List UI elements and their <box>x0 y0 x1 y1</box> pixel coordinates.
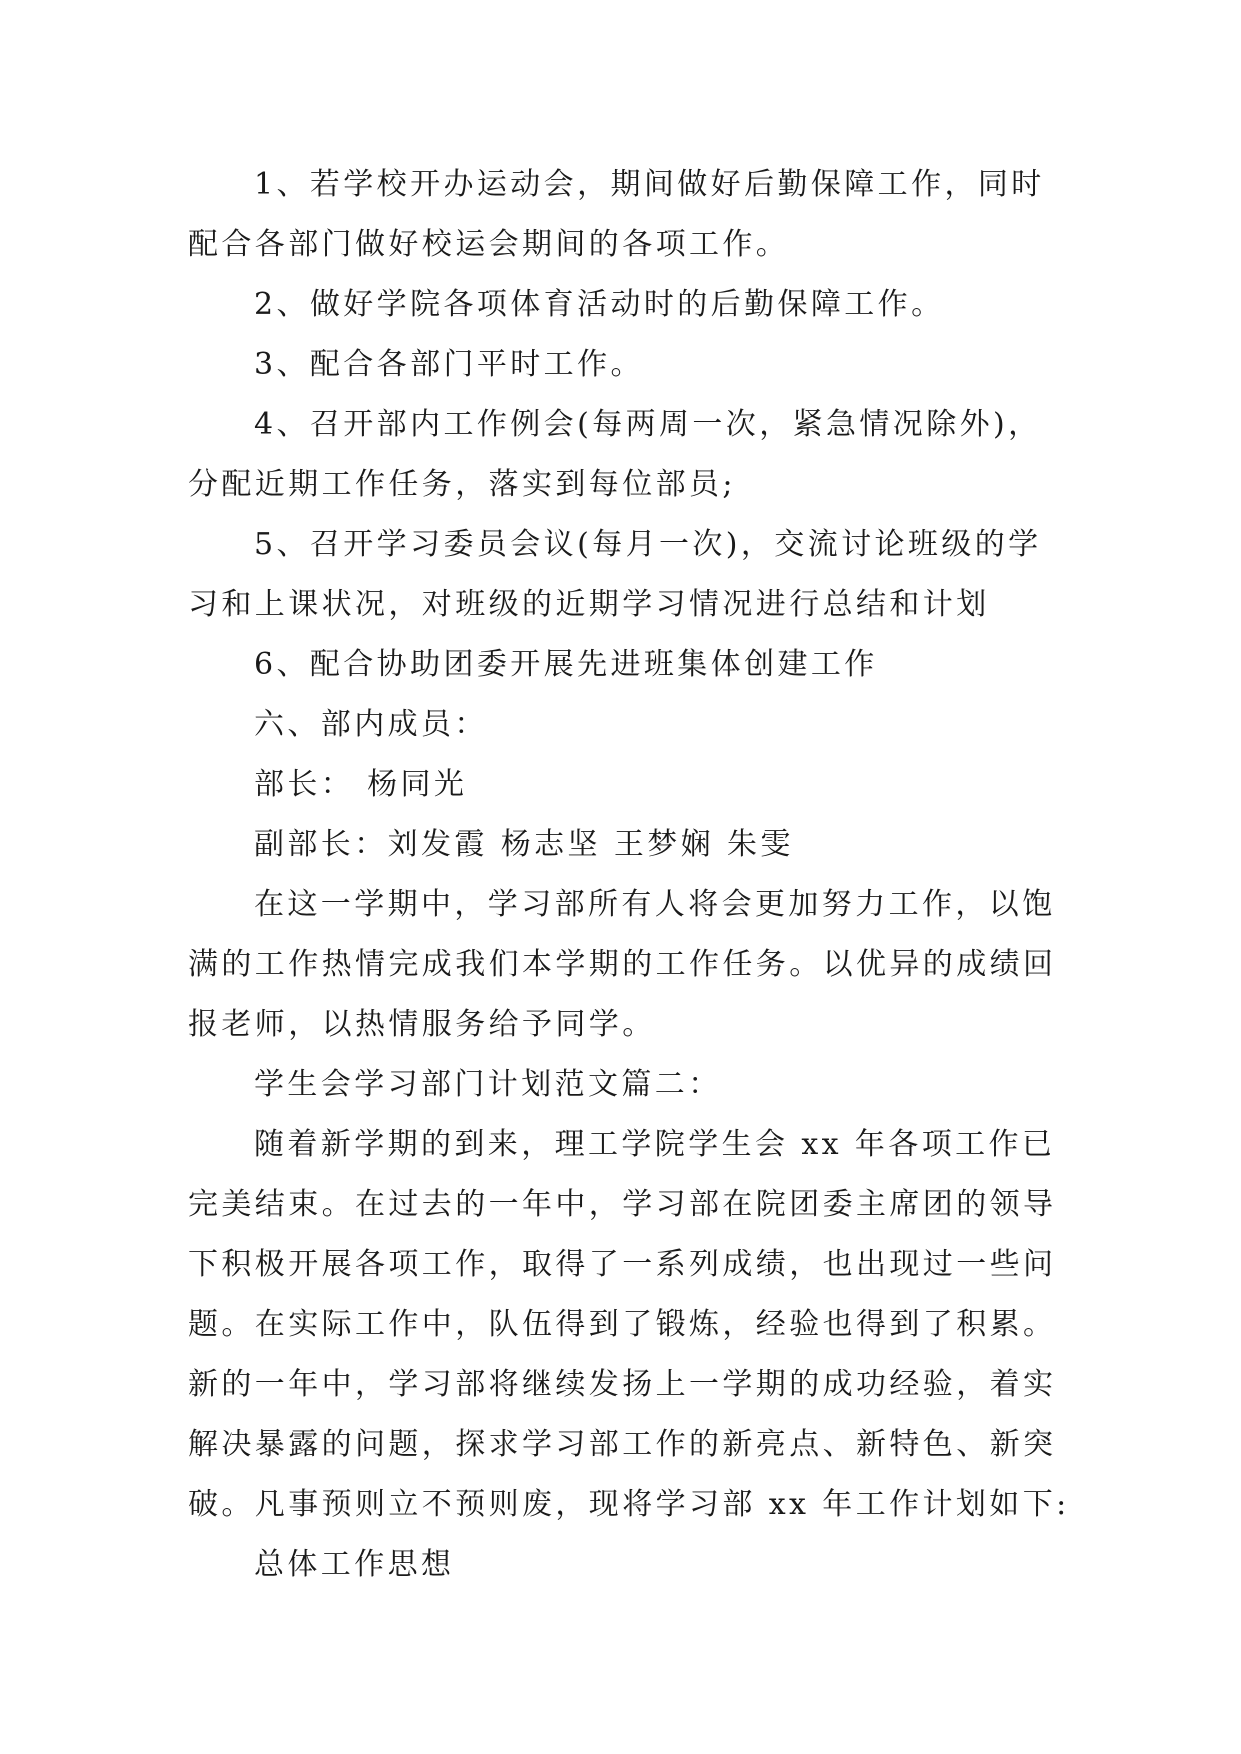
text-line: 下积极开展各项工作，取得了一系列成绩，也出现过一些问 <box>188 1247 1057 1282</box>
text-line: 4、召开部内工作例会(每两周一次，紧急情况除外)， <box>254 407 1042 442</box>
text-line: 题。在实际工作中，队伍得到了锻炼，经验也得到了积累。 <box>188 1307 1057 1342</box>
text-line: 完美结束。在过去的一年中，学习部在院团委主席团的领导 <box>188 1187 1057 1222</box>
text-line: 2、做好学院各项体育活动时的后勤保障工作。 <box>254 287 945 322</box>
text-line: 部长： 杨同光 <box>254 767 468 802</box>
text-line: 6、配合协助团委开展先进班集体创建工作 <box>254 647 878 682</box>
text-line: 习和上课状况，对班级的近期学习情况进行总结和计划 <box>188 587 990 622</box>
text-line: 分配近期工作任务，落实到每位部员; <box>188 467 736 502</box>
section-heading: 学生会学习部门计划范文篇二： <box>254 1067 722 1102</box>
text-line: 5、召开学习委员会议(每月一次)，交流讨论班级的学 <box>254 527 1042 562</box>
text-line: 在这一学期中，学习部所有人将会更加努力工作，以饱 <box>254 887 1056 922</box>
text-line: 报老师，以热情服务给予同学。 <box>188 1007 656 1042</box>
section-heading: 六、部内成员： <box>254 707 488 742</box>
text-line: 1、若学校开办运动会，期间做好后勤保障工作，同时 <box>254 167 1045 202</box>
text-line: 随着新学期的到来，理工学院学生会 xx 年各项工作已 <box>254 1127 1056 1162</box>
text-line: 满的工作热情完成我们本学期的工作任务。以优异的成绩回 <box>188 947 1057 982</box>
text-line: 副部长：刘发霞 杨志坚 王梦娴 朱雯 <box>254 827 794 862</box>
section-heading: 总体工作思想 <box>254 1547 455 1582</box>
document-body <box>188 155 1070 1595</box>
text-line: 破。凡事预则立不预则废，现将学习部 xx 年工作计划如下: <box>188 1487 1070 1522</box>
text-line: 3、配合各部门平时工作。 <box>254 347 644 382</box>
text-line: 新的一年中，学习部将继续发扬上一学期的成功经验，着实 <box>188 1367 1057 1402</box>
text-line: 解决暴露的问题，探求学习部工作的新亮点、新特色、新突 <box>188 1427 1057 1462</box>
text-line: 配合各部门做好校运会期间的各项工作。 <box>188 227 790 262</box>
